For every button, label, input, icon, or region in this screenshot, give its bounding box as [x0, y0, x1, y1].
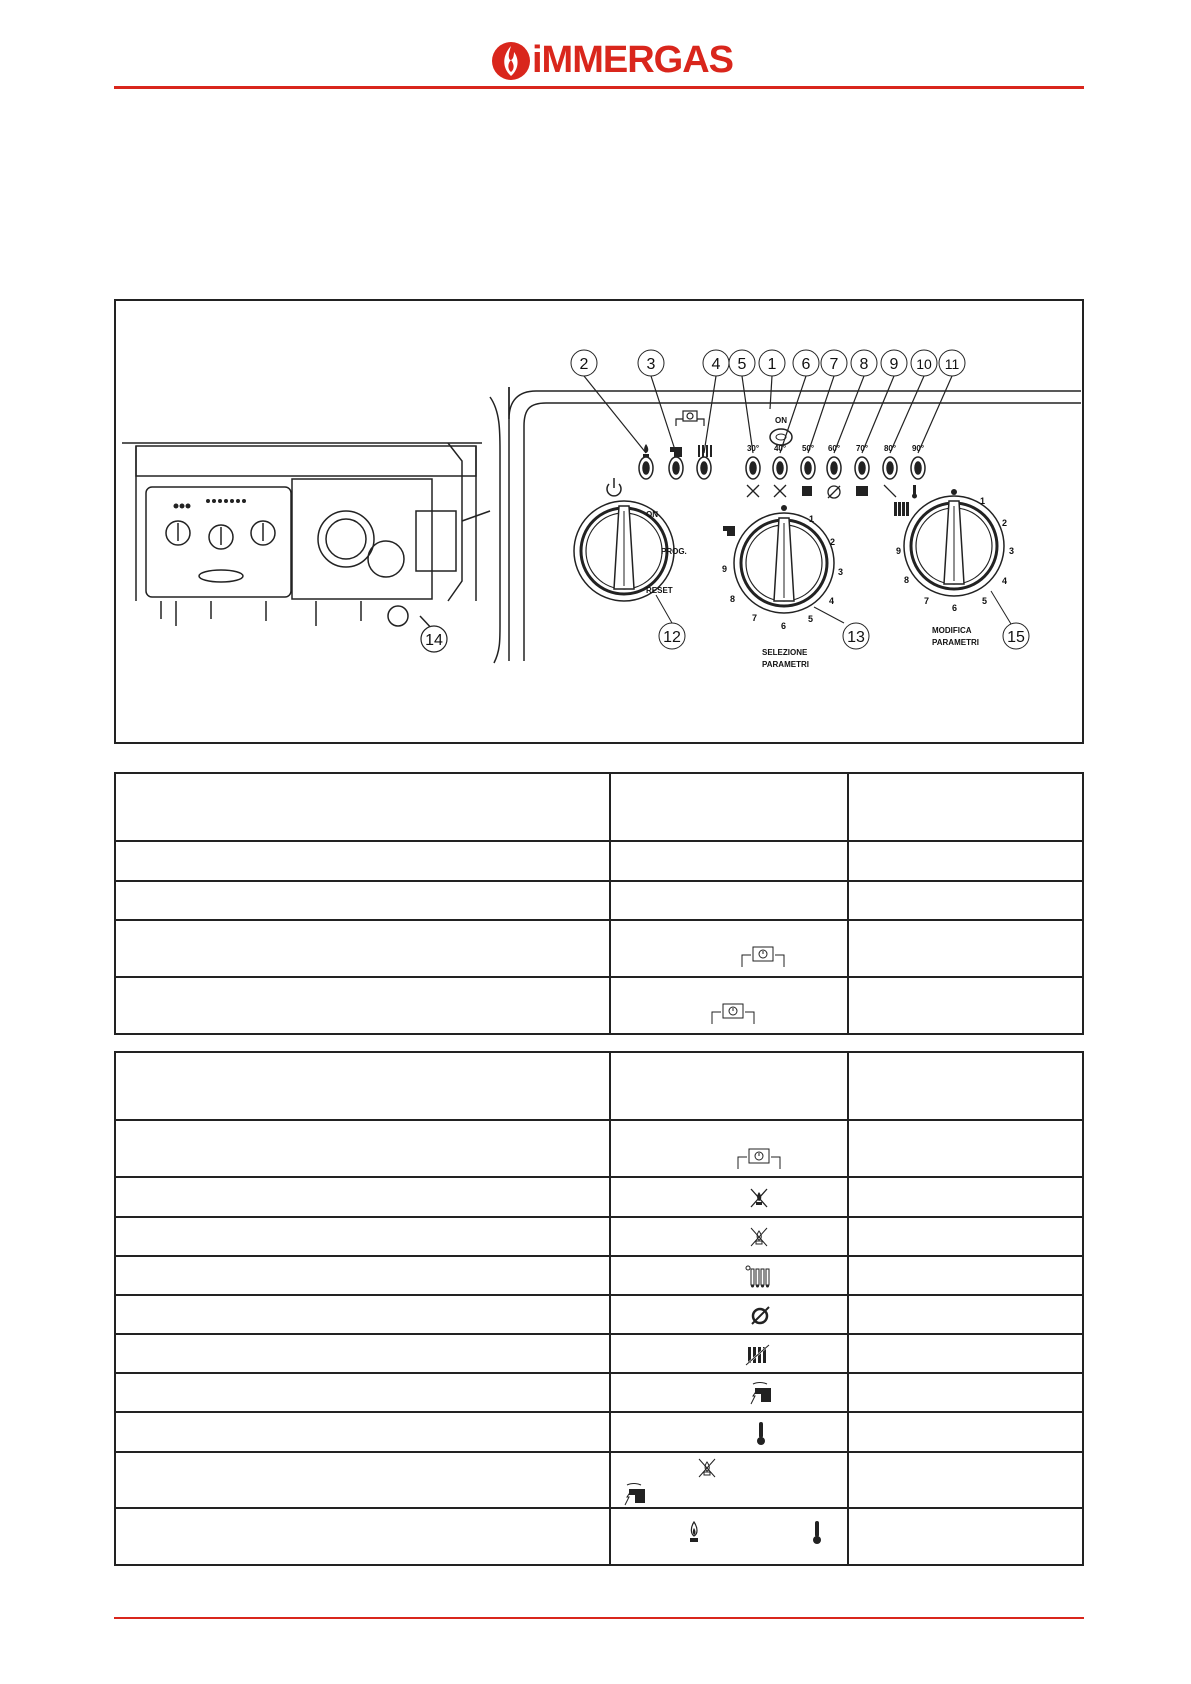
- no-gas-icon: [749, 1304, 771, 1326]
- svg-text:4: 4: [1002, 576, 1008, 586]
- temperature-scale: [747, 444, 924, 453]
- led-status-table-1: [114, 772, 1084, 1035]
- svg-text:3: 3: [1009, 546, 1015, 556]
- svg-text:7: 7: [829, 356, 839, 373]
- svg-text:PARAMETRI: PARAMETRI: [932, 638, 979, 647]
- svg-text:PROG.: PROG.: [661, 547, 687, 556]
- flame-logo-icon: [490, 38, 532, 82]
- parameter-select-knob[interactable]: [734, 513, 834, 613]
- table-row: [115, 841, 1083, 881]
- boiler-overview: [122, 443, 490, 631]
- svg-text:8: 8: [730, 594, 736, 604]
- clock-icon: [711, 1002, 755, 1026]
- svg-text:12: 12: [663, 629, 681, 646]
- svg-text:8: 8: [904, 575, 910, 585]
- led-status-table-2: [114, 1051, 1084, 1566]
- table-row: [115, 1334, 1083, 1373]
- svg-text:5: 5: [808, 614, 814, 624]
- svg-text:9: 9: [896, 546, 902, 556]
- svg-text:50°: 50°: [801, 444, 815, 453]
- radiator-degree-icon: [745, 1265, 773, 1289]
- table-row: [115, 1452, 1083, 1508]
- table-row: [115, 977, 1083, 1034]
- tap-crossed-icon: [697, 1457, 717, 1479]
- svg-text:13: 13: [847, 629, 865, 646]
- thermometer-icon: [811, 1519, 823, 1545]
- clock-icon: [741, 945, 785, 969]
- tap-crossed-icon: [749, 1226, 769, 1248]
- svg-text:90°: 90°: [911, 444, 925, 453]
- flame-icon: [687, 1519, 701, 1545]
- svg-text:8: 8: [859, 356, 869, 373]
- dhw-lightning-icon: [749, 1380, 775, 1406]
- svg-text:5: 5: [737, 356, 747, 373]
- on-led: [770, 429, 792, 445]
- svg-text:2: 2: [830, 537, 836, 547]
- svg-text:80°: 80°: [883, 444, 897, 453]
- svg-text:7: 7: [752, 613, 758, 623]
- boiler-illustration: [116, 301, 1082, 742]
- svg-text:6: 6: [781, 621, 787, 631]
- table-row: [115, 920, 1083, 977]
- thermometer-icon: [755, 1420, 767, 1446]
- svg-text:4: 4: [829, 596, 835, 606]
- brand-name: iMMERGAS: [532, 39, 733, 81]
- svg-text:9: 9: [722, 564, 728, 574]
- table-row: [115, 1217, 1083, 1256]
- svg-text:3: 3: [838, 567, 844, 577]
- led-row: [639, 457, 925, 479]
- svg-text:2: 2: [579, 356, 589, 373]
- table-row: [115, 1412, 1083, 1452]
- parameter-modify-knob[interactable]: [904, 496, 1004, 596]
- flame-crossed-icon: [749, 1187, 769, 1209]
- table-row: [115, 1373, 1083, 1412]
- svg-text:4: 4: [711, 356, 721, 373]
- svg-text:SELEZIONE: SELEZIONE: [762, 648, 808, 657]
- svg-text:PARAMETRI: PARAMETRI: [762, 660, 809, 669]
- svg-text:ON: ON: [646, 510, 658, 519]
- svg-text:40°: 40°: [773, 444, 787, 453]
- svg-text:60°: 60°: [827, 444, 841, 453]
- table-row: [115, 1177, 1083, 1217]
- footer-rule: [114, 1617, 1084, 1619]
- svg-text:2: 2: [1002, 518, 1008, 528]
- table-header-row: [115, 773, 1083, 841]
- table-header-row: [115, 1052, 1083, 1120]
- svg-text:6: 6: [952, 603, 958, 613]
- control-panel-figure: [114, 299, 1084, 744]
- callouts-top: [571, 350, 965, 376]
- table-row: [115, 1120, 1083, 1177]
- svg-text:5: 5: [982, 596, 988, 606]
- dhw-lightning-icon: [623, 1481, 649, 1507]
- svg-text:1: 1: [809, 514, 815, 524]
- svg-text:6: 6: [801, 356, 811, 373]
- svg-text:1: 1: [980, 496, 986, 506]
- svg-text:11: 11: [944, 356, 960, 372]
- table-row: [115, 1295, 1083, 1334]
- svg-text:9: 9: [889, 356, 899, 373]
- table-row: [115, 1508, 1083, 1565]
- svg-text:RESET: RESET: [646, 586, 673, 595]
- callout-15: 14: [425, 632, 443, 649]
- table-row: [115, 881, 1083, 920]
- clock-icon: [737, 1147, 781, 1171]
- svg-text:30°: 30°: [746, 444, 760, 453]
- svg-text:ON: ON: [775, 416, 787, 425]
- header-rule: [114, 86, 1084, 89]
- svg-text:70°: 70°: [855, 444, 869, 453]
- svg-text:15: 15: [1007, 629, 1025, 646]
- radiator-crossed-icon: [745, 1343, 771, 1367]
- svg-text:MODIFICA: MODIFICA: [932, 626, 972, 635]
- svg-text:7: 7: [924, 596, 930, 606]
- svg-text:3: 3: [646, 356, 656, 373]
- svg-text:1: 1: [767, 356, 777, 373]
- immergas-logo: [490, 36, 733, 86]
- svg-text:10: 10: [916, 356, 932, 372]
- table-row: [115, 1256, 1083, 1295]
